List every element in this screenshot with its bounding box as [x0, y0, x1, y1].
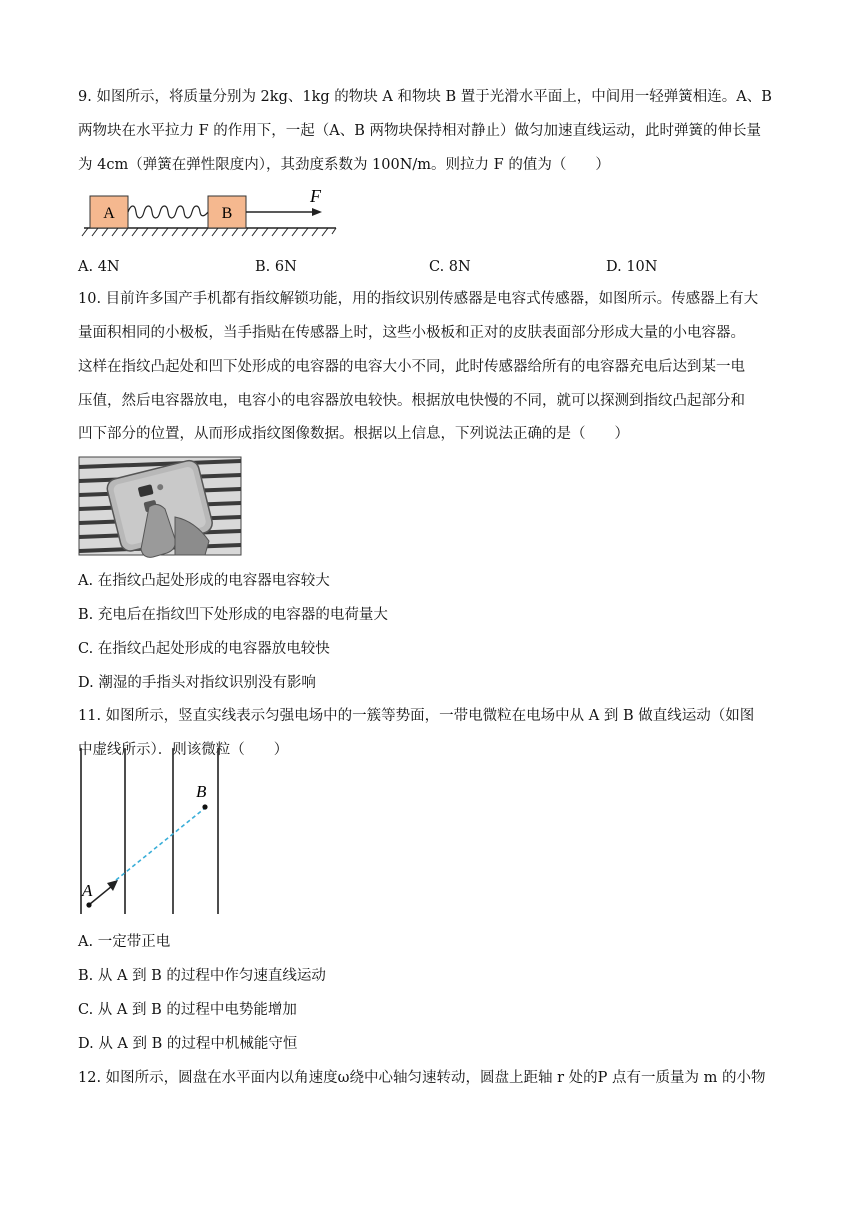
q10-fingerprint-phone-photo: [79, 457, 241, 555]
q10-option-d[interactable]: D. 潮湿的手指头对指纹识别没有影响: [78, 675, 316, 691]
q11-option-c[interactable]: C. 从 A 到 B 的过程中电势能增加: [78, 1002, 297, 1018]
q10-option-a[interactable]: A. 在指纹凸起处形成的电容器电容较大: [78, 573, 330, 589]
trajectory-dashed-line: [116, 808, 205, 880]
q10-line-5: 凹下部分的位置，从而形成指纹图像数据。根据以上信息，下列说法正确的是（ ）: [78, 426, 629, 442]
q9-option-d[interactable]: D. 10N: [606, 259, 658, 275]
q10-option-b[interactable]: B. 充电后在指纹凹下处形成的电容器的电荷量大: [78, 607, 388, 623]
q10-line-3: 这样在指纹凸起处和凹下处形成的电容器的电容大小不同，此时传感器给所有的电容器充电后达到某一电: [78, 359, 745, 375]
q11-option-b[interactable]: B. 从 A 到 B 的过程中作匀速直线运动: [78, 968, 326, 984]
q12-line-1: 12. 如图所示，圆盘在水平面内以角速度ω绕中心轴匀速转动，圆盘上距轴 r 处的P 点有一质量为 m 的小物: [78, 1070, 766, 1086]
q9-line-2: 两物块在水平拉力 F 的作用下，一起（A、B 两物块保持相对静止）做匀加速直线运动，此时弹簧的伸长量: [78, 123, 762, 139]
velocity-arrow: [90, 886, 112, 904]
spring: [128, 206, 208, 218]
block-b-label: B: [221, 205, 233, 222]
q10-line-4: 压值，然后电容器放电，电容小的电容器放电较快。根据放电快慢的不同，就可以探测到指纹凸起部分和: [78, 393, 745, 409]
q9-line-3: 为 4cm（弹簧在弹性限度内），其劲度系数为 100N/m。则拉力 F 的值为（ ）: [78, 157, 610, 173]
q9-line-1: 9. 如图所示，将质量分别为 2kg、1kg 的物块 A 和物块 B 置于光滑水平面上，中间用一轻弹簧相连。A、B: [78, 89, 772, 105]
q9-option-c[interactable]: C. 8N: [429, 259, 471, 275]
q9-option-a[interactable]: A. 4N: [78, 259, 120, 275]
q11-equipotential-figure: [76, 746, 226, 916]
force-label: F: [310, 186, 321, 206]
q11-option-a[interactable]: A. 一定带正电: [78, 934, 171, 950]
q11-line-2: 中虚线所示）．则该微粒（ ）: [78, 742, 289, 758]
q10-line-2: 量面积相同的小极板，当手指贴在传感器上时，这些小极板和正对的皮肤表面部分形成大量的小电容器。: [78, 325, 745, 341]
point-b: [202, 804, 207, 809]
point-a-label: A: [82, 881, 93, 900]
point-b-label: B: [196, 782, 207, 801]
point-a: [86, 902, 91, 907]
q10-option-c[interactable]: C. 在指纹凸起处形成的电容器放电较快: [78, 641, 330, 657]
q9-option-b[interactable]: B. 6N: [255, 259, 297, 275]
q11-option-d[interactable]: D. 从 A 到 B 的过程中机械能守恒: [78, 1036, 298, 1052]
q10-line-1: 10. 目前许多国产手机都有指纹解锁功能，用的指纹识别传感器是电容式传感器，如图所示。传感器上有大: [78, 291, 759, 307]
q9-spring-blocks-figure: [80, 186, 340, 240]
block-a-label: A: [103, 205, 115, 222]
q11-line-1: 11. 如图所示，竖直实线表示匀强电场中的一簇等势面，一带电微粒在电场中从 A 到 B 做直线运动（如图: [78, 708, 755, 724]
